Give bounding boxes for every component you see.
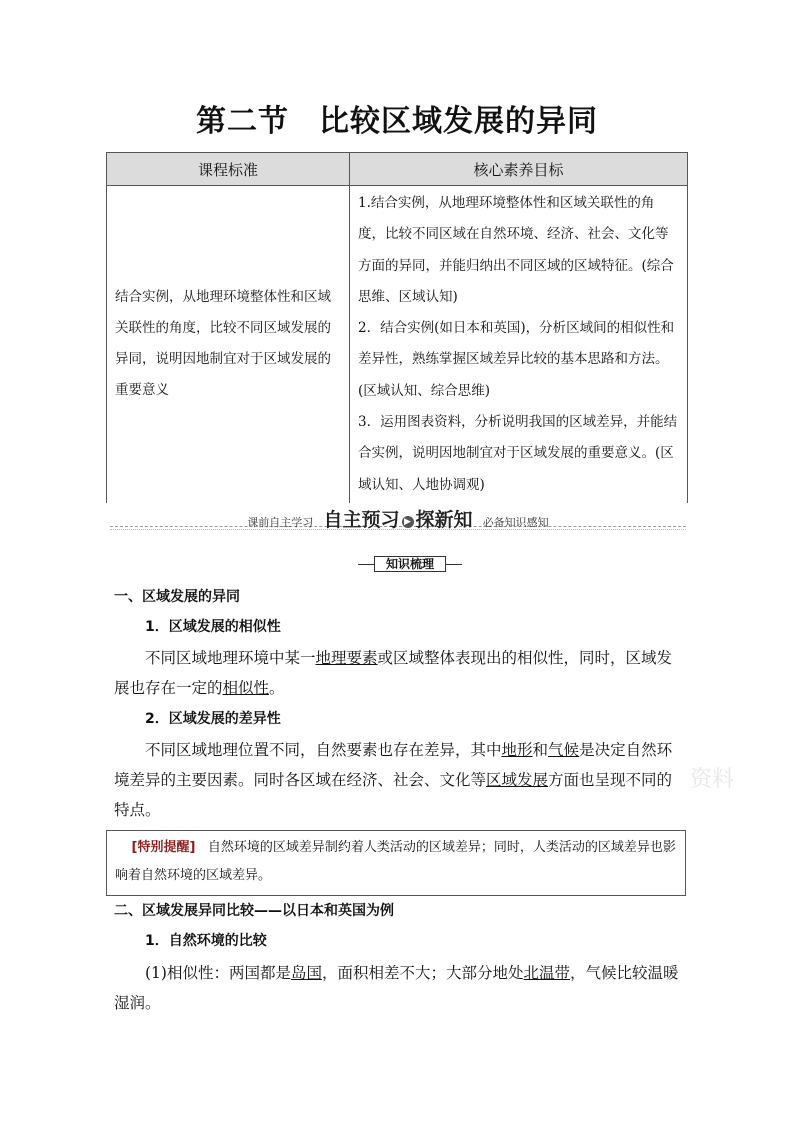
course-standard-cell: 结合实例，从地理环境整体性和区域关联性的角度，比较不同区域发展的异同，说明因地制宜对于区域发展的重要意义 <box>107 186 350 503</box>
heading-2: 二、区域发展异同比较——以日本和英国为例 <box>114 903 394 919</box>
paragraph-similarity: 不同区域地理环境中某一地理要素或区域整体表现出的相似性，同时，区域发展也存在一定的相似性。 <box>114 649 673 697</box>
literacy-item: 1.结合实例，从地理环境整体性和区域关联性的角度，比较不同区域在自然环境、经济、社会、文化等方面的异同，并能归纳出不同区域的区域特征。(综合思维、区域认知) <box>358 195 674 305</box>
heading-1-1: 1．区域发展的相似性 <box>145 619 281 635</box>
banner-main-a: 自主预习 <box>323 509 400 531</box>
reminder-tag: [特别提醒] <box>131 840 196 855</box>
heading-1: 一、区域发展的异同 <box>114 589 240 605</box>
knowledge-label: 知识梳理 <box>358 556 462 572</box>
blank-answer: 相似性 <box>222 679 270 697</box>
paragraph-natural-similarity: (1)相似性：两国都是岛国，面积相差不大；大部分地处北温带，气候比较温暖湿润。 <box>114 964 679 1012</box>
heading-2-1: 1．自然环境的比较 <box>145 933 267 949</box>
blank-answer: 地理要素 <box>315 649 378 667</box>
reminder-text: 自然环境的区域差异制约着人类活动的区域差异；同时，人类活动的区域差异也影响着自然环境的区域差异。 <box>115 840 676 883</box>
blank-answer: 北温带 <box>523 964 571 982</box>
blank-answer: 岛国 <box>290 964 322 982</box>
section-banner <box>110 505 686 531</box>
banner-left-text: 课前自主学习 <box>247 516 314 529</box>
header-core-literacy: 核心素养目标 <box>350 153 688 186</box>
header-course-standard: 课程标准 <box>107 153 350 186</box>
section-title: 比较区域发展的异同 <box>319 104 598 139</box>
blank-answer: 区域发展 <box>486 771 549 789</box>
banner-right-text: 必备知识感知 <box>482 516 549 529</box>
watermark: 资料 <box>690 767 735 792</box>
blank-answer: 气候 <box>548 741 580 759</box>
heading-1-2: 2．区域发展的差异性 <box>145 711 281 727</box>
paragraph-difference: 不同区域地理位置不同，自然要素也存在差异，其中地形和气候是决定自然环境差异的主要因素。同时各区域在经济、社会、文化等区域发展方面也呈现不同的特点。 <box>114 741 673 819</box>
literacy-item: 3．运用图表资料，分析说明我国的区域差异，并能结合实例，说明因地制宜对于区域发展的重要意义。(区域认知、人地协调观) <box>358 414 678 493</box>
section-number: 第二节 <box>196 104 289 139</box>
core-literacy-cell <box>350 186 688 503</box>
banner-main-b: 探新知 <box>415 509 473 531</box>
special-reminder-box <box>106 830 686 896</box>
standards-table <box>106 152 688 503</box>
arrow-icon: ▶ <box>402 516 414 528</box>
page-title <box>0 96 794 140</box>
literacy-item: 2．结合实例(如日本和英国)，分析区域间的相似性和差异性，熟练掌握区域差异比较的基本思路和方法。(区域认知、综合思维) <box>358 320 675 399</box>
blank-answer: 地形 <box>501 741 533 759</box>
